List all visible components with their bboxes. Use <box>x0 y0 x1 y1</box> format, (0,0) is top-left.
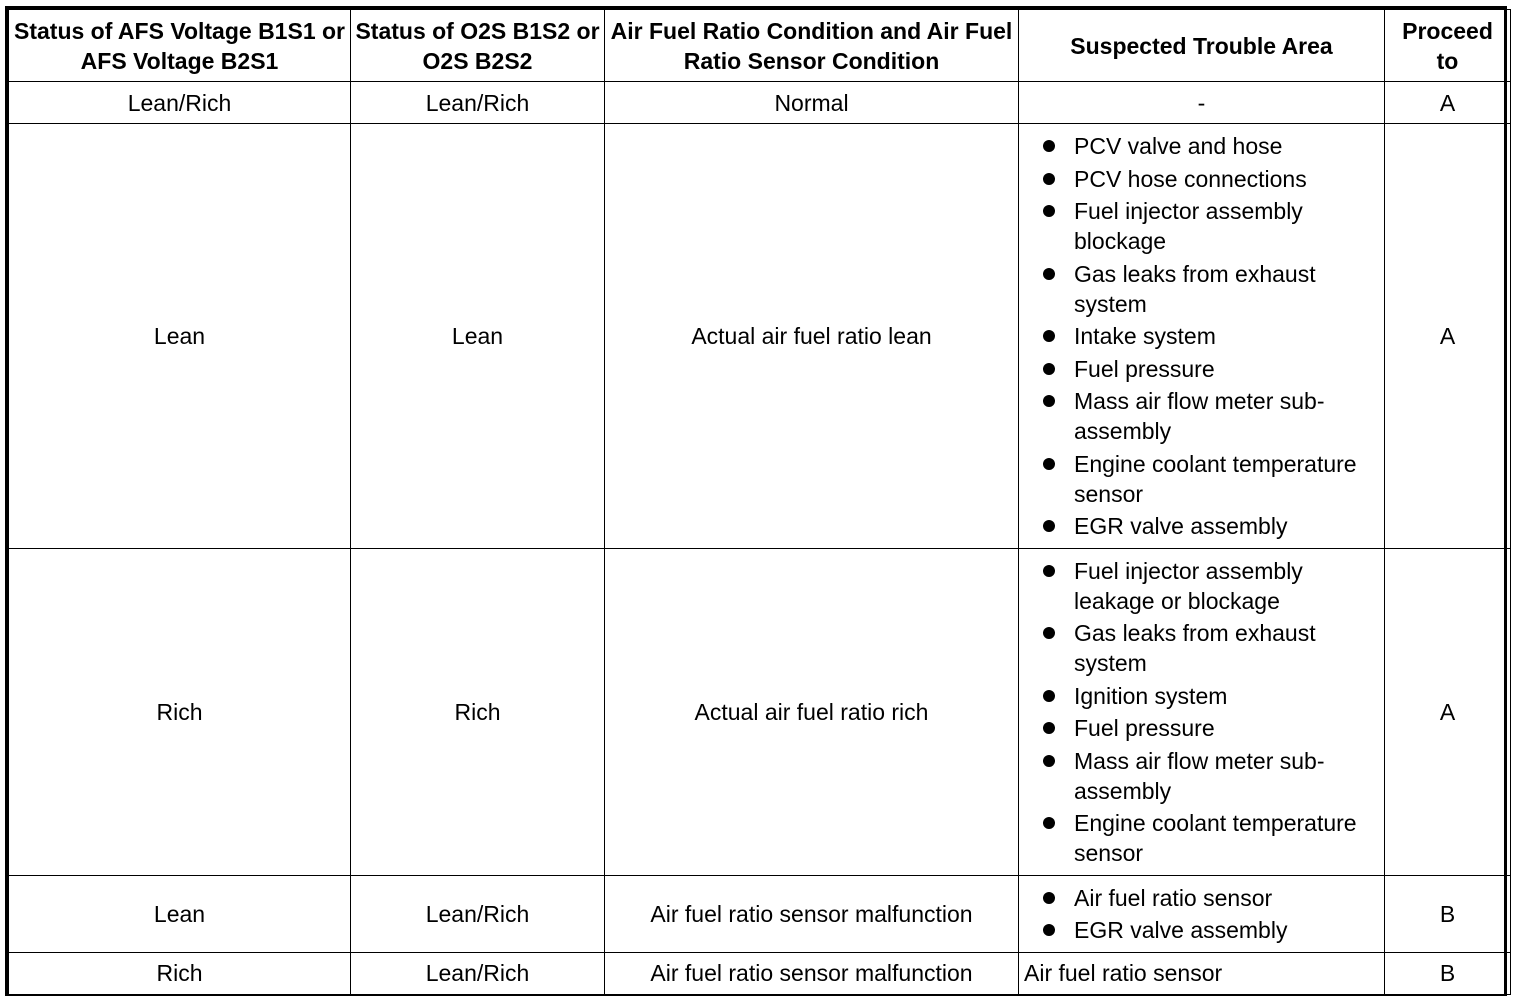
cell-afs: Rich <box>9 952 351 994</box>
list-item <box>1039 915 1378 945</box>
list-item <box>1039 808 1378 868</box>
cell-proceed: A <box>1385 549 1511 876</box>
list-item-text: PCV hose connections <box>1074 165 1307 192</box>
list-item-text: Gas leaks from exhaust system <box>1074 620 1316 677</box>
suspected-area-list <box>1039 883 1378 946</box>
trouble-table-frame <box>5 6 1507 996</box>
list-item-text: EGR valve assembly <box>1074 513 1288 539</box>
list-item <box>1039 386 1378 446</box>
list-item-text: Mass air flow meter sub-assembly <box>1074 747 1325 804</box>
header-row <box>9 10 1511 82</box>
bullet-icon <box>1043 627 1055 639</box>
cell-o2s: Lean/Rich <box>351 876 605 953</box>
bullet-icon <box>1043 892 1055 904</box>
cell-proceed: B <box>1385 876 1511 953</box>
cell-proceed: A <box>1385 124 1511 549</box>
bullet-icon <box>1043 268 1055 280</box>
bullet-icon <box>1043 205 1055 217</box>
bullet-icon <box>1043 817 1055 829</box>
list-item <box>1039 449 1378 509</box>
suspected-area-list <box>1039 131 1378 541</box>
cell-condition: Actual air fuel ratio lean <box>605 124 1019 549</box>
cell-condition: Normal <box>605 82 1019 124</box>
bullet-icon <box>1043 458 1055 470</box>
list-item <box>1039 164 1378 194</box>
cell-o2s: Lean/Rich <box>351 82 605 124</box>
header-suspected-area: Suspected Trouble Area <box>1019 10 1385 82</box>
list-item-text: Ignition system <box>1074 682 1228 709</box>
cell-suspected-area: Air fuel ratio sensor <box>1019 952 1385 994</box>
list-item <box>1039 713 1378 743</box>
bullet-icon <box>1043 395 1055 407</box>
list-item-text: Engine coolant temperature sensor <box>1074 450 1357 507</box>
header-proceed-to: Proceed to <box>1385 10 1511 82</box>
cell-suspected-area <box>1019 876 1385 953</box>
table-body <box>9 82 1511 995</box>
bullet-icon <box>1043 363 1055 375</box>
header-afs-status: Status of AFS Voltage B1S1 or AFS Voltage B2S1 <box>9 10 351 82</box>
cell-condition: Air fuel ratio sensor malfunction <box>605 952 1019 994</box>
bullet-icon <box>1043 565 1055 577</box>
cell-condition: Air fuel ratio sensor malfunction <box>605 876 1019 953</box>
cell-suspected-area <box>1019 124 1385 549</box>
bullet-icon <box>1043 173 1055 185</box>
list-item <box>1039 259 1378 319</box>
cell-o2s: Lean <box>351 124 605 549</box>
list-item-text: Air fuel ratio sensor <box>1074 884 1273 911</box>
cell-afs: Lean <box>9 124 351 549</box>
list-item-text: Fuel injector assembly blockage <box>1074 198 1303 254</box>
bullet-icon <box>1043 140 1055 152</box>
list-item-text: Fuel pressure <box>1074 355 1215 382</box>
header-o2s-status: Status of O2S B1S2 or O2S B2S2 <box>351 10 605 82</box>
list-item <box>1039 746 1378 806</box>
list-item <box>1039 618 1378 678</box>
cell-afs: Lean/Rich <box>9 82 351 124</box>
list-item <box>1039 354 1378 384</box>
bullet-icon <box>1043 755 1055 767</box>
bullet-icon <box>1043 520 1055 532</box>
cell-suspected-area <box>1019 549 1385 876</box>
list-item <box>1039 556 1378 616</box>
list-item <box>1039 196 1378 256</box>
cell-proceed: B <box>1385 952 1511 994</box>
table-row <box>9 549 1511 876</box>
table-row <box>9 124 1511 549</box>
cell-o2s: Lean/Rich <box>351 952 605 994</box>
bullet-icon <box>1043 330 1055 342</box>
trouble-table <box>8 9 1511 995</box>
cell-proceed: A <box>1385 82 1511 124</box>
table-row <box>9 82 1511 124</box>
cell-afs: Lean <box>9 876 351 953</box>
list-item <box>1039 321 1378 351</box>
bullet-icon <box>1043 924 1055 936</box>
list-item <box>1039 131 1378 161</box>
list-item-text: Fuel injector assembly leakage or blockage <box>1074 557 1303 614</box>
bullet-icon <box>1043 722 1055 734</box>
cell-suspected-area: - <box>1019 82 1385 124</box>
list-item <box>1039 511 1378 541</box>
list-item-text: Engine coolant temperature sensor <box>1074 810 1357 867</box>
table-header <box>9 10 1511 82</box>
list-item-text: PCV valve and hose <box>1074 133 1283 159</box>
table-row <box>9 952 1511 994</box>
table-row <box>9 876 1511 953</box>
header-air-fuel-condition: Air Fuel Ratio Condition and Air Fuel Ratio Sensor Condition <box>605 10 1019 82</box>
list-item-text: Fuel pressure <box>1074 715 1215 742</box>
suspected-area-list <box>1039 556 1378 869</box>
bullet-icon <box>1043 690 1055 702</box>
list-item <box>1039 883 1378 913</box>
list-item-text: Gas leaks from exhaust system <box>1074 260 1316 317</box>
cell-afs: Rich <box>9 549 351 876</box>
cell-condition: Actual air fuel ratio rich <box>605 549 1019 876</box>
list-item-text: Intake system <box>1074 323 1216 349</box>
list-item-text: Mass air flow meter sub-assembly <box>1074 388 1325 444</box>
list-item <box>1039 681 1378 711</box>
cell-o2s: Rich <box>351 549 605 876</box>
list-item-text: EGR valve assembly <box>1074 917 1288 943</box>
